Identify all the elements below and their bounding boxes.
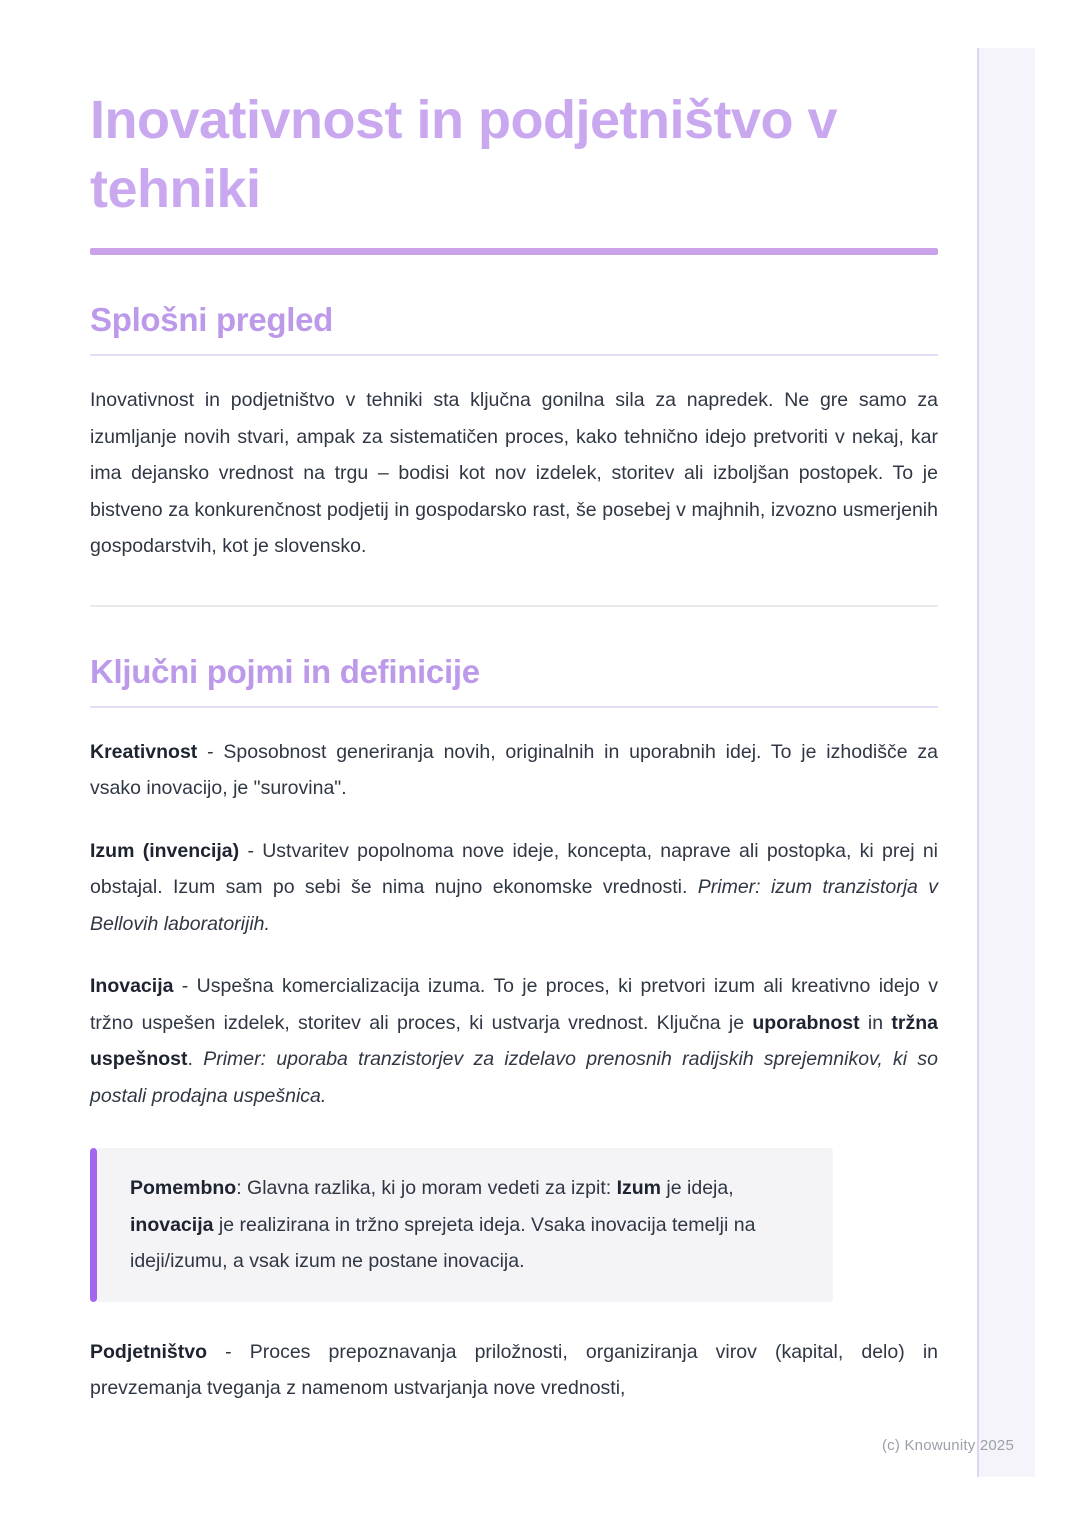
important-note-callout xyxy=(90,1148,833,1302)
overview-paragraph-text: Inovativnost in podjetništvo v tehniki sta ključna gonilna sila za napredek. Ne gre samo za izumljanje novih stvari, ampak za sistematičen proces, kako tehnično idejo pretvoriti v nekaj, kar ima dejansko vrednost na trgu – bodisi kot nov izdelek, storitev ali izboljšan postopek. To je bistveno za konkurenčnost podjetij in gospodarsko rast, še posebej v majhnih, izvozno usmerjenih gospodarstvih, kot je slovensko. xyxy=(90,389,938,558)
definition-inovacija-bold-2: tržna uspešnost xyxy=(90,1011,938,1071)
definition-kreativnost xyxy=(90,734,938,807)
page-title: Inovativnost in podjetništvo v tehniki xyxy=(90,90,838,220)
callout-label: Pomembno xyxy=(130,1177,237,1200)
overview-heading-underline xyxy=(90,354,938,356)
definition-inovacija-text-3: . xyxy=(187,1048,204,1071)
term-podjetnistvo: Podjetništvo xyxy=(90,1340,208,1363)
right-page-strip xyxy=(977,48,1035,1477)
definition-inovacija xyxy=(90,968,938,1114)
callout-text-2: je ideja, xyxy=(661,1177,734,1200)
callout-bold-2: inovacija xyxy=(130,1213,214,1236)
section-heading-concepts: Ključni pojmi in definicije xyxy=(90,652,480,690)
title-rule xyxy=(90,248,938,255)
callout-accent-bar xyxy=(90,1148,97,1302)
callout-text-3: je realizirana in tržno sprejeta ideja. Vsaka inovacija temelji na ideji/izumu, a vsak izum ne postane inovacija. xyxy=(130,1213,756,1273)
term-izum: Izum (invencija) xyxy=(90,839,240,862)
term-inovacija: Inovacija xyxy=(90,975,174,998)
overview-paragraph xyxy=(90,382,938,565)
definition-inovacija-text-2: in xyxy=(859,1011,892,1034)
definition-inovacija-example: Primer: uporaba tranzistorjev za izdelavo prenosnih radijskih sprejemnikov, ki so postali prodajna uspešnica. xyxy=(90,1048,938,1107)
section-heading-overview: Splošni pregled xyxy=(90,301,334,339)
definition-podjetnistvo xyxy=(90,1334,938,1407)
concepts-heading-underline xyxy=(90,706,938,708)
document-page xyxy=(90,0,938,1407)
definition-podjetnistvo-text: - Proces prepoznavanja priložnosti, organiziranja virov (kapital, delo) in prevzemanja tveganja z namenom ustvarjanja nove vrednosti, xyxy=(90,1340,938,1400)
section-divider xyxy=(90,605,938,607)
definition-inovacija-text-1: - Uspešna komercializacija izuma. To je proces, ki pretvori izum ali kreativno idejo v tržno uspešen izdelek, storitev ali proces, ki ustvarja vrednost. Ključna je xyxy=(90,975,938,1034)
definition-izum-example: Primer: izum tranzistorja v Bellovih laboratorijih. xyxy=(90,876,939,935)
definition-inovacija-bold-1: uporabnost xyxy=(752,1011,860,1034)
callout-text-1: : Glavna razlika, ki jo moram vedeti za izpit: xyxy=(236,1177,617,1200)
callout-bold-1: Izum xyxy=(616,1177,661,1200)
definition-kreativnost-text: - Sposobnost generiranja novih, originalnih in uporabnih idej. To je izhodišče za vsako inovacijo, je "surovina". xyxy=(90,740,938,800)
term-kreativnost: Kreativnost xyxy=(90,740,198,763)
footer-credit: (c) Knowunity 2025 xyxy=(881,1437,1014,1454)
definition-izum-text: - Ustvaritev popolnoma nove ideje, koncepta, naprave ali postopka, ki prej ni obstajal. Izum sam po sebi še nima nujno ekonomske vrednosti. xyxy=(90,839,938,899)
definition-izum xyxy=(90,833,938,943)
callout-content xyxy=(97,1148,833,1302)
